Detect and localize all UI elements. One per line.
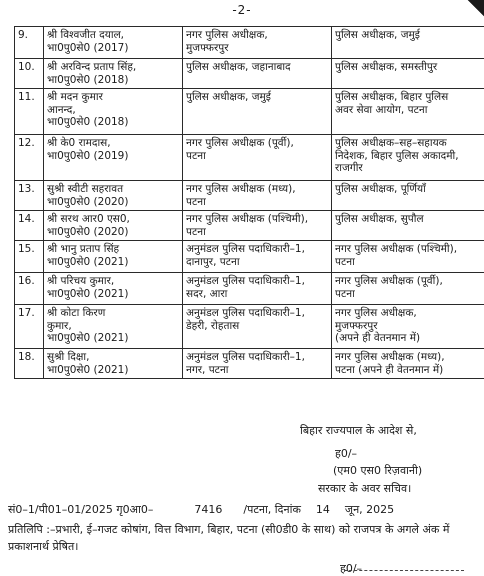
name-line: श्री अरविन्द प्रताप सिंह,	[47, 61, 179, 74]
memo-number: सं0–1/पी01–01/2025 गृ0आ0–	[8, 502, 153, 517]
from-line: अनुमंडल पुलिस पदाधिकारी–1,	[186, 307, 328, 320]
memo-month-year: जून, 2025	[345, 502, 394, 517]
from-line: नगर पुलिस अधीक्षक,	[186, 29, 328, 42]
to-line: पुलिस अधीक्षक, सुपौल	[335, 213, 484, 226]
name-line: कुमार,	[47, 320, 179, 333]
officer-name-cell	[44, 349, 183, 379]
from-line: पुलिस अधीक्षक, जहानाबाद	[186, 61, 328, 74]
officer-name-cell	[44, 135, 183, 181]
from-line: दानापुर, पटना	[186, 256, 328, 269]
table-row	[15, 241, 484, 273]
current-posting-cell	[183, 211, 332, 241]
to-line: राजगीर	[335, 162, 484, 175]
to-line: पुलिस अधीक्षक–सह–सहायक	[335, 137, 484, 150]
name-line: भा0पु0से0 (2017)	[47, 42, 179, 55]
officer-name-cell	[44, 241, 183, 273]
serial-number: 17.	[15, 305, 44, 349]
officer-name-cell	[44, 181, 183, 211]
table-row	[15, 305, 484, 349]
from-line: अनुमंडल पुलिस पदाधिकारी–1,	[186, 275, 328, 288]
name-line: श्री सरथ आर0 एस0,	[47, 213, 179, 226]
name-line: सुश्री दिक्षा,	[47, 351, 179, 364]
from-line: पटना	[186, 150, 328, 163]
table-row	[15, 135, 484, 181]
officer-name-cell	[44, 27, 183, 59]
new-posting-cell	[332, 273, 484, 305]
to-line: नगर पुलिस अधीक्षक,	[335, 307, 484, 320]
to-line: पटना	[335, 288, 484, 301]
officer-name: (एम0 एस0 रिज़वानी)	[333, 463, 422, 478]
officer-name-cell	[44, 273, 183, 305]
serial-number: 15.	[15, 241, 44, 273]
new-posting-cell	[332, 59, 484, 89]
to-line: पुलिस अधीक्षक, समस्तीपुर	[335, 61, 484, 74]
new-posting-cell	[332, 27, 484, 59]
name-line: भा0पु0से0 (2018)	[47, 74, 179, 87]
name-line: श्री कोटा किरण	[47, 307, 179, 320]
from-line: पटना	[186, 196, 328, 209]
officer-name-cell	[44, 211, 183, 241]
transfer-table	[14, 26, 484, 379]
table-row	[15, 273, 484, 305]
from-line: नगर, पटना	[186, 364, 328, 377]
name-line: भा0पु0से0 (2021)	[47, 256, 179, 269]
from-line: अनुमंडल पुलिस पदाधिकारी–1,	[186, 243, 328, 256]
bottom-signature-mark: ह0/–	[340, 561, 362, 576]
from-line: नगर पुलिस अधीक्षक (पश्चिमी),	[186, 213, 328, 226]
new-posting-cell	[332, 305, 484, 349]
name-line: भा0पु0से0 (2021)	[47, 288, 179, 301]
name-line: श्री भानु प्रताप सिंह	[47, 243, 179, 256]
signature-mark: ह0/–	[335, 446, 357, 461]
name-line: श्री विश्वजीत दयाल,	[47, 29, 179, 42]
new-posting-cell	[332, 181, 484, 211]
serial-number: 12.	[15, 135, 44, 181]
from-line: पटना	[186, 226, 328, 239]
to-line: नगर पुलिस अधीक्षक (पश्चिमी),	[335, 243, 484, 256]
officer-name-cell	[44, 59, 183, 89]
from-line: मुजफ्फरपुर	[186, 42, 328, 55]
name-line: सुश्री स्वीटी सहरावत	[47, 183, 179, 196]
name-line: भा0पु0से0 (2019)	[47, 150, 179, 163]
to-line: पुलिस अधीक्षक, पूर्णियाँ	[335, 183, 484, 196]
new-posting-cell	[332, 89, 484, 135]
new-posting-cell	[332, 241, 484, 273]
to-line: पटना	[335, 256, 484, 269]
to-line: नगर पुलिस अधीक्षक (मध्य),	[335, 351, 484, 364]
serial-number: 10.	[15, 59, 44, 89]
to-line: अवर सेवा आयोग, पटना	[335, 104, 484, 117]
current-posting-cell	[183, 241, 332, 273]
governor-order-line: बिहार राज्यपाल के आदेश से,	[300, 423, 470, 438]
name-line: भा0पु0से0 (2021)	[47, 332, 179, 345]
name-line: आनन्द,	[47, 104, 179, 117]
serial-number: 9.	[15, 27, 44, 59]
name-line: श्री परिचय कुमार,	[47, 275, 179, 288]
from-line: नगर पुलिस अधीक्षक (मध्य),	[186, 183, 328, 196]
to-line: पुलिस अधीक्षक, जमुई	[335, 29, 484, 42]
memo-day: 14	[316, 503, 330, 516]
current-posting-cell	[183, 181, 332, 211]
transfer-table-body	[15, 27, 484, 379]
name-line: भा0पु0से0 (2018)	[47, 116, 179, 129]
table-row	[15, 181, 484, 211]
table-row	[15, 349, 484, 379]
from-line: अनुमंडल पुलिस पदाधिकारी–1,	[186, 351, 328, 364]
current-posting-cell	[183, 273, 332, 305]
to-line: (अपने ही वेतनमान में)	[335, 332, 484, 345]
table-row	[15, 27, 484, 59]
scan-corner-shadow	[466, 0, 484, 18]
name-line: भा0पु0से0 (2020)	[47, 226, 179, 239]
new-posting-cell	[332, 135, 484, 181]
name-line: भा0पु0से0 (2020)	[47, 196, 179, 209]
from-line: नगर पुलिस अधीक्षक (पूर्वी),	[186, 137, 328, 150]
serial-number: 14.	[15, 211, 44, 241]
name-line: श्री के0 रामदास,	[47, 137, 179, 150]
table-row	[15, 59, 484, 89]
name-line: भा0पु0से0 (2021)	[47, 364, 179, 377]
serial-number: 13.	[15, 181, 44, 211]
memo-place-date: /पटना, दिनांक	[243, 502, 301, 517]
memo-number-line	[8, 502, 478, 517]
serial-number: 18.	[15, 349, 44, 379]
current-posting-cell	[183, 59, 332, 89]
to-line: पुलिस अधीक्षक, बिहार पुलिस	[335, 91, 484, 104]
current-posting-cell	[183, 135, 332, 181]
to-line: मुजफ्फरपुर	[335, 320, 484, 333]
current-posting-cell	[183, 27, 332, 59]
page-number: -2-	[0, 3, 484, 17]
new-posting-cell	[332, 349, 484, 379]
current-posting-cell	[183, 89, 332, 135]
table-row	[15, 89, 484, 135]
copy-forward-text: प्रतिलिपि :–प्रभारी, ई–गजट कोषांग, वित्त विभाग, बिहार, पटना (सी0डी0 के साथ) को राजपत्र के अगले अंक में प्रकाशनार्थ प्रेषित।	[8, 521, 478, 555]
current-posting-cell	[183, 305, 332, 349]
from-line: सदर, आरा	[186, 288, 328, 301]
table-row	[15, 211, 484, 241]
cut-off-signature-line	[344, 570, 464, 571]
current-posting-cell	[183, 349, 332, 379]
from-line: डेहरी, रोहतास	[186, 320, 328, 333]
serial-number: 16.	[15, 273, 44, 305]
officer-name-cell	[44, 89, 183, 135]
to-line: पटना (अपने ही वेतनमान में)	[335, 364, 484, 377]
from-line: पुलिस अधीक्षक, जमुई	[186, 91, 328, 104]
to-line: नगर पुलिस अधीक्षक (पूर्वी),	[335, 275, 484, 288]
name-line: श्री मदन कुमार	[47, 91, 179, 104]
memo-reference: 7416	[194, 503, 222, 516]
to-line: निदेशक, बिहार पुलिस अकादमी,	[335, 150, 484, 163]
officer-name-cell	[44, 305, 183, 349]
serial-number: 11.	[15, 89, 44, 135]
officer-designation: सरकार के अवर सचिव।	[318, 481, 411, 496]
new-posting-cell	[332, 211, 484, 241]
